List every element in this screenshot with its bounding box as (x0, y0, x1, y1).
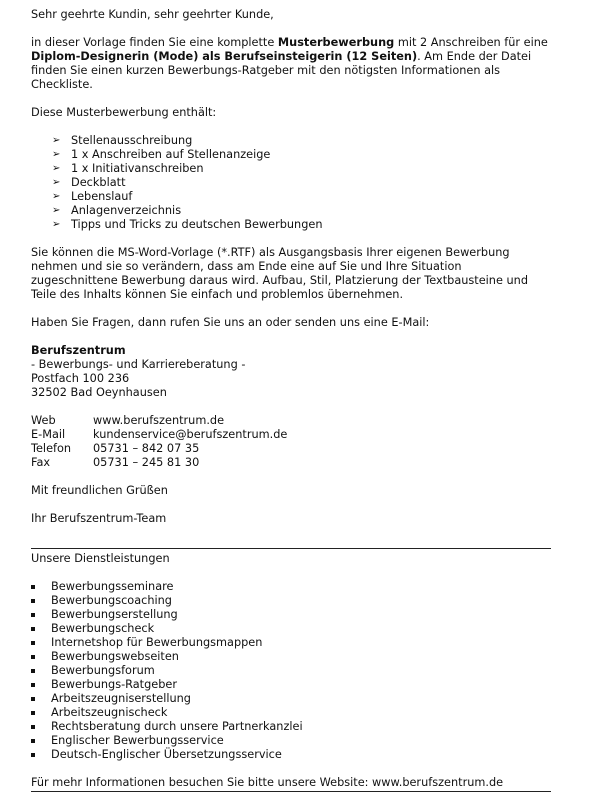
contents-item-label: Lebenslauf (71, 190, 133, 203)
services-heading: Unsere Dienstleistungen (31, 552, 170, 565)
contact-row (31, 456, 287, 470)
services-footer: Für mehr Informationen besuchen Sie bitte unsere Website: www.berufszentrum.de (31, 776, 551, 792)
service-item-label: Bewerbungsforum (51, 664, 155, 677)
company-tagline: - Bewerbungs- und Karriereberatung - (31, 358, 246, 371)
contact-row (31, 414, 287, 428)
square-bullet-icon (31, 599, 35, 603)
intro-text-3: . Am Ende der Datei finden Sie einen kurzen Bewerbungs-Ratgeber mit den nötigsten Informationen als Checkliste. (31, 50, 532, 91)
contact-value: 05731 – 842 07 35 (93, 442, 200, 455)
service-list-item (31, 622, 551, 636)
contents-list (31, 134, 551, 232)
service-list-item (31, 594, 551, 608)
contact-label: Telefon (31, 442, 72, 455)
service-item-label: Bewerbungsseminare (51, 580, 174, 593)
signature: Ihr Berufszentrum-Team (31, 512, 167, 525)
service-list-item (31, 664, 551, 678)
arrow-bullet-icon: ➢ (52, 219, 61, 230)
service-list-item (31, 734, 551, 748)
square-bullet-icon (31, 613, 35, 617)
square-bullet-icon (31, 711, 35, 715)
service-item-label: Rechtsberatung durch unsere Partnerkanzlei (51, 720, 303, 733)
square-bullet-icon (31, 641, 35, 645)
services-section (31, 548, 551, 792)
contents-item-label: Deckblatt (71, 176, 126, 189)
service-list-item (31, 580, 551, 594)
arrow-bullet-icon: ➢ (52, 135, 61, 146)
service-item-label: Bewerbungscoaching (51, 594, 172, 607)
contents-list-item (52, 190, 551, 204)
intro-paragraph (31, 36, 551, 92)
service-item-label: Bewerbungswebseiten (51, 650, 179, 663)
contact-row (31, 428, 287, 442)
intro-bold-2: Diplom-Designerin (Mode) als Berufseinsteigerin (12 Seiten) (31, 50, 418, 63)
contact-label: E-Mail (31, 428, 66, 441)
company-city: 32502 Bad Oeynhausen (31, 386, 167, 399)
service-item-label: Englischer Bewerbungsservice (51, 734, 224, 747)
square-bullet-icon (31, 585, 35, 589)
service-item-label: Bewerbungscheck (51, 622, 155, 635)
square-bullet-icon (31, 697, 35, 701)
contents-item-label: Tipps und Tricks zu deutschen Bewerbungen (71, 218, 323, 231)
square-bullet-icon (31, 753, 35, 757)
square-bullet-icon (31, 627, 35, 631)
usage-paragraph: Sie können die MS-Word-Vorlage (*.RTF) als Ausgangsbasis Ihrer eigenen Bewerbung nehmen und sie so verändern, dass am Ende eine auf Sie und Ihre Situation zugeschnittene Bewerbung daraus wird. Aufbau, Stil, Platzierung der Textbausteine und Teile des Inhalts können Sie einfach und problemlos übernehmen. (31, 246, 528, 301)
square-bullet-icon (31, 739, 35, 743)
square-bullet-icon (31, 683, 35, 687)
contents-list-item (52, 218, 551, 232)
contents-list-item (52, 162, 551, 176)
arrow-bullet-icon: ➢ (52, 191, 61, 202)
arrow-bullet-icon: ➢ (52, 149, 61, 160)
contents-item-label: 1 x Anschreiben auf Stellenanzeige (71, 148, 271, 161)
contents-item-label: Stellenausschreibung (71, 134, 193, 147)
square-bullet-icon (31, 669, 35, 673)
square-bullet-icon (31, 725, 35, 729)
service-item-label: Deutsch-Englischer Übersetzungsservice (51, 748, 282, 761)
document-page (31, 8, 551, 792)
contents-list-item (52, 176, 551, 190)
service-list-item (31, 748, 551, 762)
service-item-label: Bewerbungserstellung (51, 608, 178, 621)
contents-item-label: 1 x Initiativanschreiben (71, 162, 204, 175)
contact-label: Fax (31, 456, 51, 469)
contents-heading: Diese Musterbewerbung enthält: (31, 106, 217, 119)
contact-label: Web (31, 414, 56, 427)
contents-list-item (52, 204, 551, 218)
service-list-item (31, 650, 551, 664)
contact-row (31, 442, 287, 456)
service-list-item (31, 678, 551, 692)
company-address (31, 344, 551, 400)
contact-value: www.berufszentrum.de (93, 414, 225, 427)
company-street: Postfach 100 236 (31, 372, 130, 385)
service-item-label: Arbeitszeugniserstellung (51, 692, 191, 705)
salutation: Sehr geehrte Kundin, sehr geehrter Kunde, (31, 8, 274, 21)
questions-paragraph: Haben Sie Fragen, dann rufen Sie uns an oder senden uns eine E-Mail: (31, 316, 430, 329)
service-list-item (31, 636, 551, 650)
intro-text-2: mit 2 Anschreiben für eine (394, 36, 548, 49)
contact-value: kundenservice@berufszentrum.de (93, 428, 288, 441)
service-list-item (31, 706, 551, 720)
service-item-label: Bewerbungs-Ratgeber (51, 678, 177, 691)
contents-item-label: Anlagenverzeichnis (71, 204, 182, 217)
company-name: Berufszentrum (31, 344, 126, 357)
contact-value: 05731 – 245 81 30 (93, 456, 200, 469)
square-bullet-icon (31, 655, 35, 659)
contents-list-item (52, 148, 551, 162)
service-list-item (31, 608, 551, 622)
service-item-label: Arbeitszeugnischeck (51, 706, 168, 719)
closing: Mit freundlichen Grüßen (31, 484, 168, 497)
contact-table (31, 414, 287, 470)
intro-text-1: in dieser Vorlage finden Sie eine komplette (31, 36, 278, 49)
arrow-bullet-icon: ➢ (52, 205, 61, 216)
service-item-label: Internetshop für Bewerbungsmappen (51, 636, 263, 649)
service-list-item (31, 720, 551, 734)
service-list-item (31, 692, 551, 706)
arrow-bullet-icon: ➢ (52, 177, 61, 188)
intro-bold-1: Musterbewerbung (277, 36, 395, 49)
contents-list-item (52, 134, 551, 148)
arrow-bullet-icon: ➢ (52, 163, 61, 174)
services-list (31, 580, 551, 762)
